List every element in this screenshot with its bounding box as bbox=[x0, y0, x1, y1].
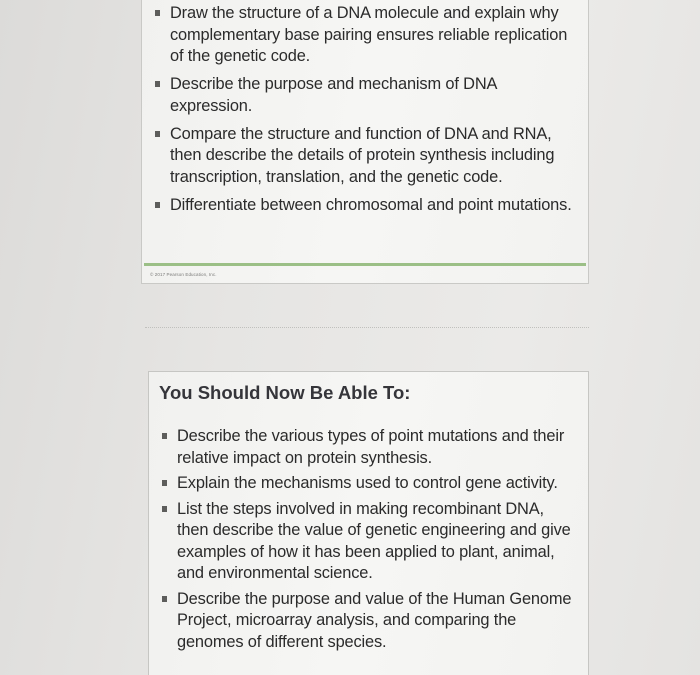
slide-heading: You Should Now Be Able To: bbox=[159, 382, 411, 403]
bullet-text: Differentiate between chromosomal and point mutations. bbox=[170, 195, 572, 214]
square-bullet-icon bbox=[155, 10, 160, 16]
list-item bbox=[159, 473, 579, 495]
bullet-text: Describe the purpose and mechanism of DNA expression. bbox=[170, 75, 497, 115]
list-item bbox=[152, 124, 572, 189]
slide-top bbox=[141, 0, 589, 284]
square-bullet-icon bbox=[155, 202, 160, 208]
list-item bbox=[159, 426, 579, 469]
square-bullet-icon bbox=[162, 596, 167, 602]
list-item bbox=[152, 74, 572, 117]
bullet-text: Compare the structure and function of DNA and RNA, then describe the details of protein synthesis including transcription, translation, and the genetic code. bbox=[170, 124, 555, 186]
bullet-text: Draw the structure of a DNA molecule and explain why complementary base pairing ensures reliable replication of the genetic code. bbox=[170, 4, 568, 65]
square-bullet-icon bbox=[162, 506, 167, 512]
green-rule bbox=[144, 263, 586, 266]
bullet-list bbox=[159, 426, 579, 657]
square-bullet-icon bbox=[162, 480, 167, 486]
square-bullet-icon bbox=[162, 433, 167, 439]
bullet-text: Describe the purpose and value of the Human Genome Project, microarray analysis, and comparing the genomes of different species. bbox=[177, 589, 572, 651]
slide-divider bbox=[145, 327, 589, 328]
list-item bbox=[152, 195, 572, 217]
bullet-text: Explain the mechanisms used to control gene activity. bbox=[177, 474, 558, 492]
square-bullet-icon bbox=[155, 81, 160, 87]
list-item bbox=[159, 499, 579, 585]
square-bullet-icon bbox=[155, 131, 160, 137]
bullet-list bbox=[152, 3, 572, 223]
copyright-notice: © 2017 Pearson Education, Inc. bbox=[150, 272, 217, 277]
list-item bbox=[152, 3, 572, 68]
bullet-text: Describe the various types of point mutations and their relative impact on protein synthesis. bbox=[177, 427, 565, 467]
bullet-text: List the steps involved in making recombinant DNA, then describe the value of genetic engineering and give examples of how it has been applied to plant, animal, and environmental science. bbox=[177, 499, 571, 582]
list-item bbox=[159, 589, 579, 654]
slide-bottom bbox=[148, 371, 589, 675]
